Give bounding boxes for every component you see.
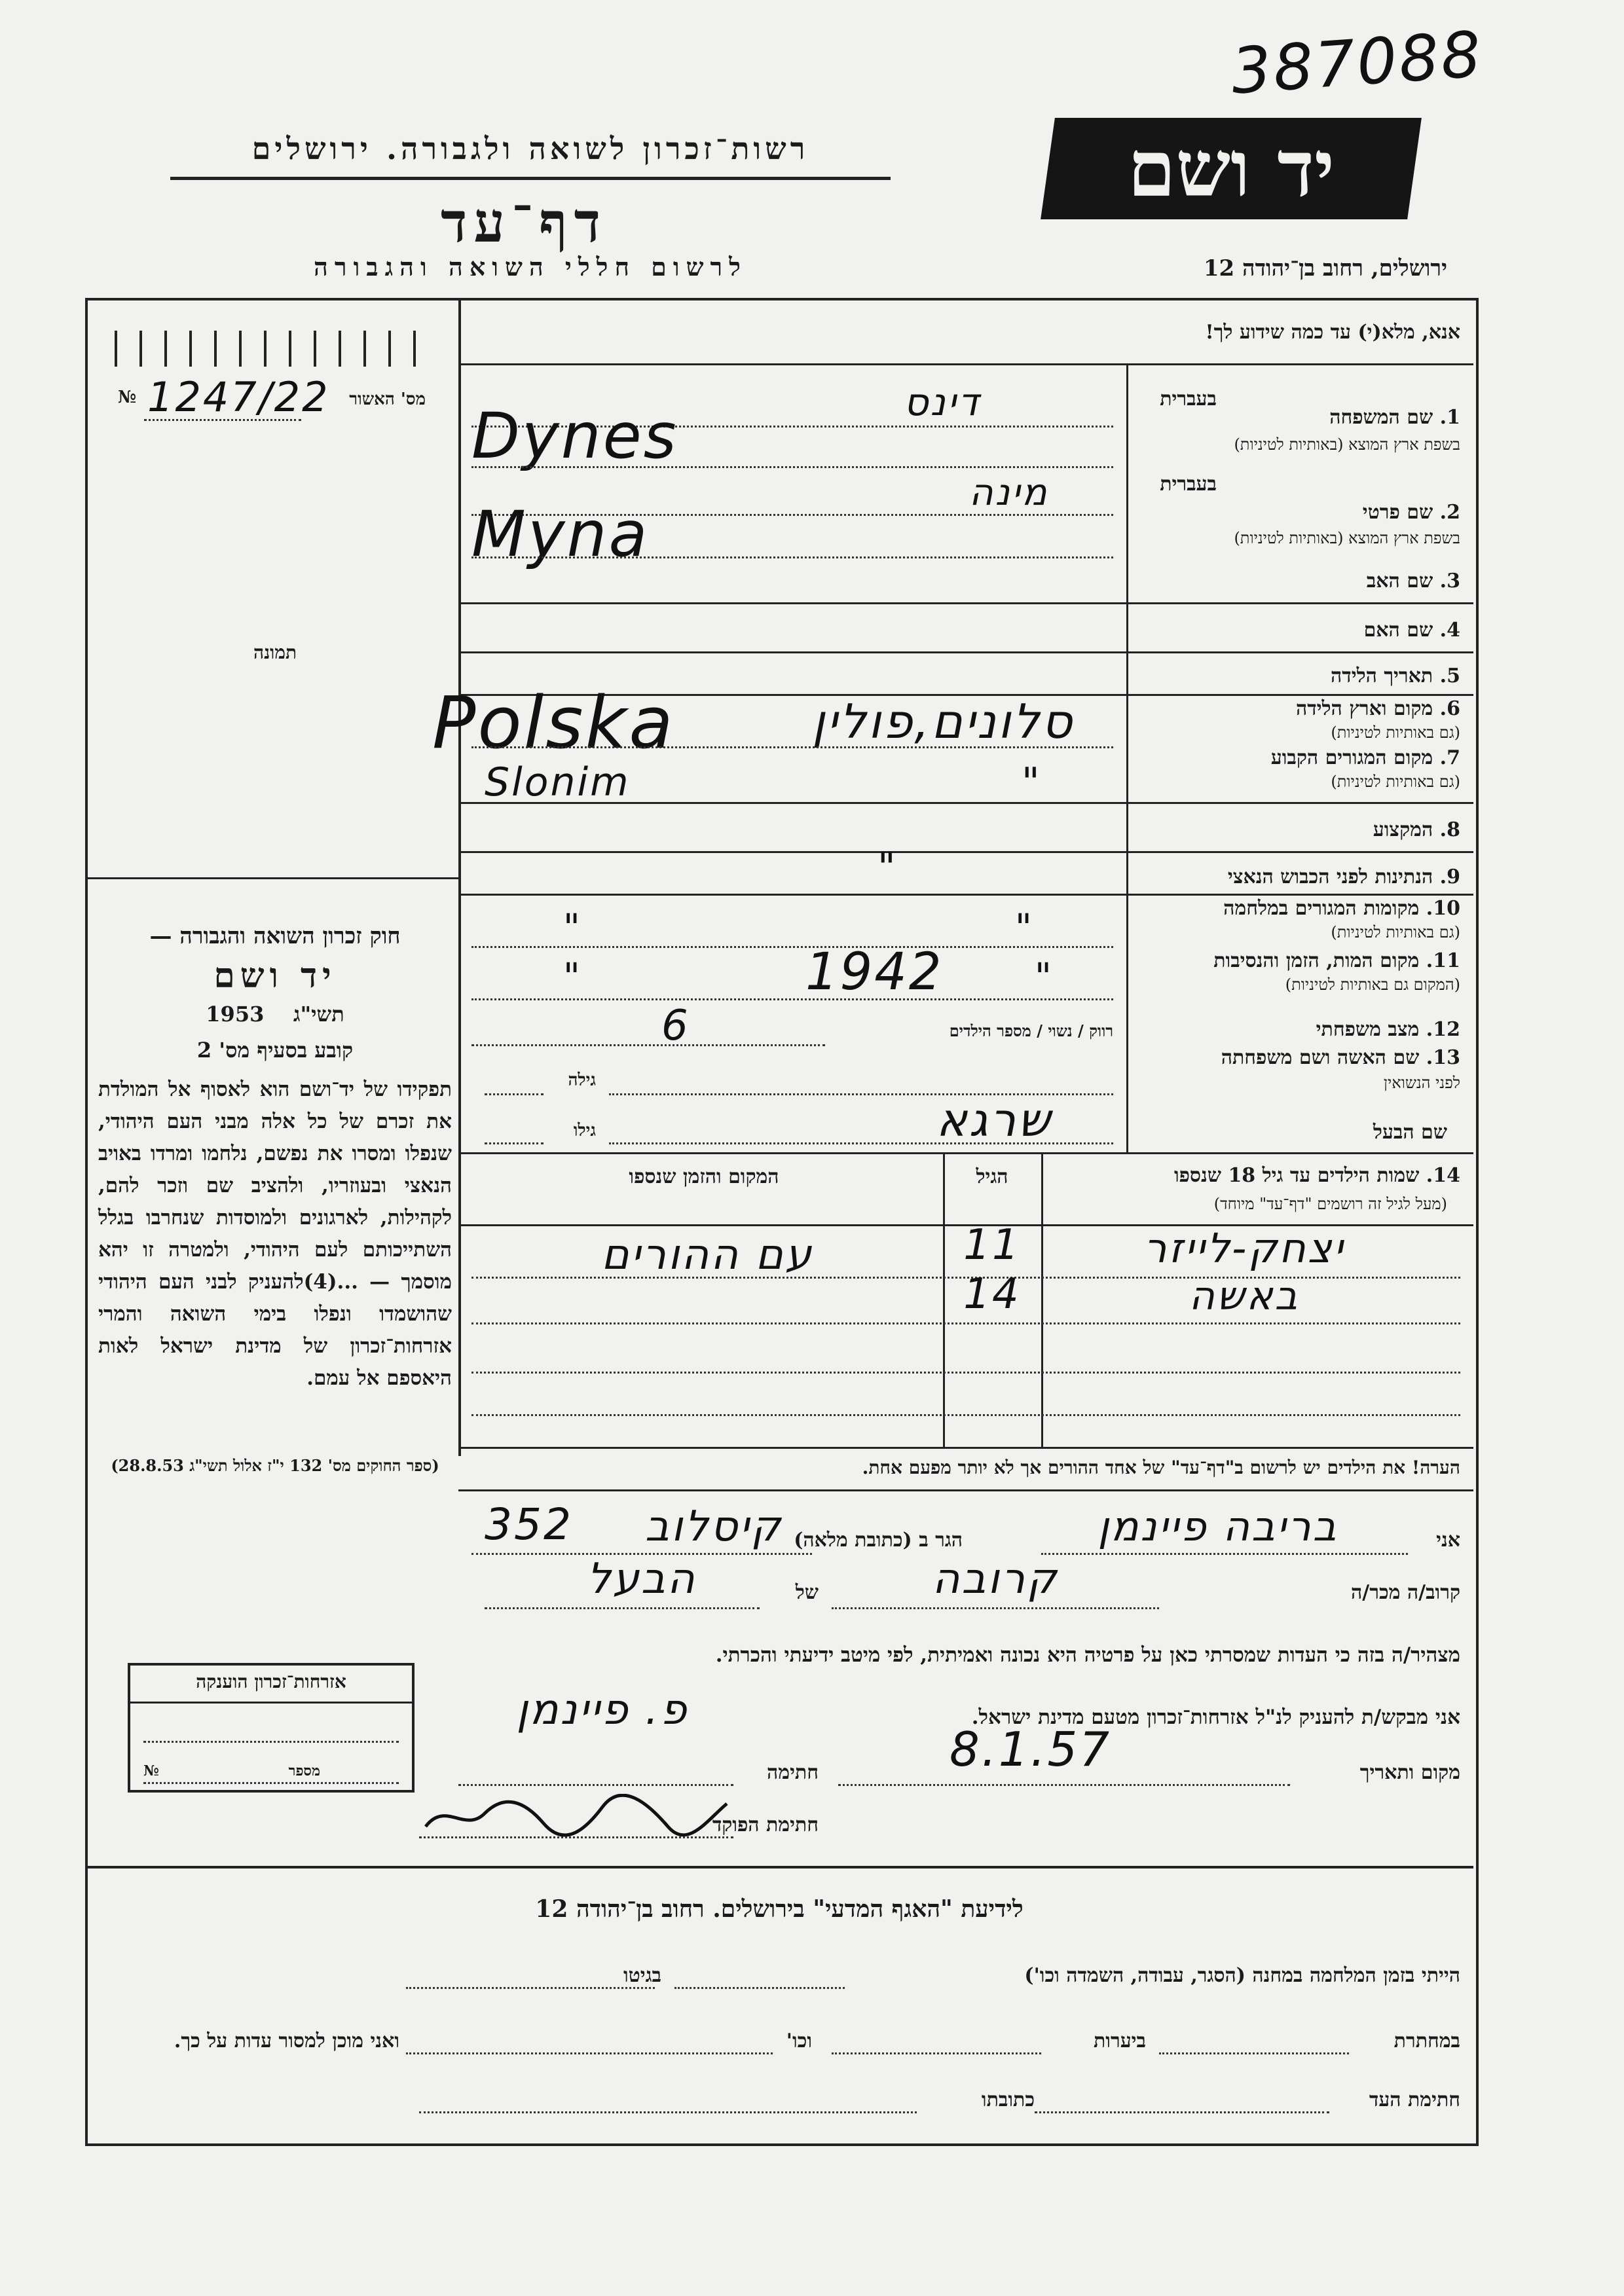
children-col-place-header: המקום והזמן שנספו — [629, 1165, 779, 1188]
field-6-text: מקום וארץ הלידה — [1295, 697, 1433, 720]
children-num: 14. — [1426, 1164, 1460, 1187]
label-column-divider — [1126, 363, 1128, 1152]
logo — [1041, 118, 1422, 219]
field-2-lang: בעברית — [1160, 473, 1217, 496]
form-title: דף־עד — [440, 190, 607, 255]
address-text: קיסלוב — [644, 1503, 783, 1551]
law-year-num: 1953 — [206, 1002, 265, 1027]
husband-age-line — [485, 1142, 544, 1144]
citizenship-box — [128, 1663, 415, 1793]
bottom-line2-b-dots — [832, 2052, 1041, 2054]
children-title-text: שמות הילדים עד גיל 18 שנספו — [1173, 1164, 1420, 1187]
child-row-4-line — [471, 1414, 1460, 1416]
child-1-name: יצחק-לייזר — [1143, 1224, 1345, 1272]
approval-line — [144, 419, 301, 421]
wife-age-label: גילה — [568, 1070, 596, 1090]
citizenship-line-2 — [143, 1782, 399, 1784]
field-11-text: מקום המות, הזמן והנסיבות — [1213, 949, 1420, 972]
surname-hebrew: דינס — [904, 380, 981, 424]
field-1-lang: בעברית — [1160, 388, 1217, 410]
field-2-text: שם פרטי — [1362, 501, 1433, 524]
field-9-line — [458, 894, 1473, 896]
field-8-label — [1373, 818, 1460, 841]
field-11-num: 11. — [1426, 949, 1460, 972]
signature-label: חתימה — [767, 1761, 819, 1784]
law-year-he: תשי"ג — [293, 1002, 344, 1027]
officer-label: חתימת הפוקד — [712, 1813, 819, 1836]
field-7-label — [1271, 746, 1460, 769]
law-title: חוק זכרון השואה והגבורה — — [149, 923, 401, 949]
law-year — [98, 1002, 452, 1027]
law-source: (ספר החוקים מס' 132 י"ז אלול תשי"ג 28.8.53) — [111, 1456, 439, 1475]
field-6-line — [471, 746, 1113, 748]
field-12-label — [1316, 1018, 1460, 1041]
place-date-line — [838, 1784, 1290, 1786]
field-9-num: 9. — [1439, 866, 1460, 888]
children-col-name — [1041, 1152, 1043, 1447]
section-14-top — [458, 1152, 1473, 1154]
field-9-label — [1228, 866, 1460, 888]
field-4-num: 4. — [1439, 619, 1460, 642]
field-13-label — [1221, 1046, 1460, 1069]
field-13-text: שם האשה ושם משפחתה — [1221, 1046, 1420, 1069]
field-1-line-latin — [471, 466, 1113, 468]
death-year: 1942 — [805, 943, 944, 1002]
birthplace-country-latin: Polska — [432, 681, 675, 765]
bottom-line2-a: במחתרת — [1393, 2030, 1460, 2052]
field-7-sub: (גם באותיות לטיניות) — [1331, 773, 1460, 791]
citizenship-mark: № — [143, 1762, 159, 1779]
field-11-sub: (המקום גם באותיות לטיניות) — [1285, 975, 1460, 994]
bottom-line3-b-dots — [419, 2111, 917, 2113]
note-bottom — [458, 1489, 1473, 1491]
field-10-num: 10. — [1426, 897, 1460, 920]
approval-number: 1247/22 — [147, 373, 330, 421]
relation-value: קרובה — [932, 1555, 1059, 1603]
approval-mark: № — [118, 388, 137, 407]
field-1-num: 1. — [1439, 406, 1460, 429]
bottom-line3-a: חתימת העד — [1369, 2088, 1460, 2111]
approval-ticks — [115, 331, 416, 367]
bottom-section-top — [88, 1866, 1473, 1868]
column-divider — [458, 301, 461, 1456]
field-11-line — [471, 998, 1113, 1000]
children-title — [1174, 1164, 1460, 1187]
declaration-prefix: אני — [1436, 1529, 1460, 1552]
wartime-residence-hebrew: " — [1015, 907, 1034, 949]
field-1-text: שם המשפחה — [1329, 406, 1433, 429]
field-4-line — [458, 651, 1473, 653]
field-6-label — [1296, 697, 1460, 720]
authority-title: רשות־זכרון לשואה ולגבורה. ירושלים — [251, 131, 809, 166]
of-label: של — [795, 1581, 819, 1604]
field-2-sub: בשפת ארץ המוצא (באותיות לטיניות) — [1234, 529, 1460, 547]
signature-value: פ. פיינמן — [516, 1686, 689, 1734]
field-6-sub: (גם באותיות לטיניות) — [1331, 723, 1460, 742]
marital-status-options: רווק / נשוי / מספר הילדים — [949, 1021, 1113, 1040]
children-count: 6 — [661, 1002, 690, 1050]
field-5-num: 5. — [1439, 665, 1460, 687]
wartime-residence-latin: " — [563, 907, 582, 949]
archive-number: 387088 — [1228, 17, 1485, 109]
field-10-sub: (גם באותיות לטיניות) — [1331, 923, 1460, 941]
approval-label: מס' האשור — [349, 390, 426, 409]
law-name: יד ושם — [213, 956, 337, 996]
date-value: 8.1.57 — [950, 1722, 1112, 1777]
bottom-line2-c-dots — [406, 2052, 773, 2054]
field-12-num: 12. — [1426, 1018, 1460, 1041]
field-1-sub: בשפת ארץ המוצא (באותיות לטיניות) — [1234, 435, 1460, 454]
bottom-title: לידיעת "האגף המדעי" בירושלים. רחוב בן־יהודה 12 — [535, 1895, 1024, 1923]
photo-bottom — [88, 877, 458, 879]
child-row-3-line — [471, 1372, 1460, 1374]
field-10-text: מקומות המגורים במלחמה — [1223, 897, 1420, 920]
logo-text: יד ושם — [1127, 123, 1335, 214]
surname-latin: Dynes — [471, 399, 678, 473]
husband-name-line — [609, 1142, 1113, 1144]
field-2-num: 2. — [1439, 501, 1460, 524]
officer-signature-scribble — [419, 1794, 733, 1840]
relation-line — [832, 1607, 1159, 1609]
child-2-age: 14 — [963, 1270, 1021, 1319]
death-place-latin: " — [563, 956, 582, 998]
children-note: הערה! את הילדים יש לרשום ב"דף־עד" של אחד ההורים אך לא יותר מפעם אחת. — [862, 1457, 1460, 1478]
child-1-age: 11 — [963, 1221, 1021, 1269]
death-place-hebrew: " — [1035, 956, 1054, 998]
field-9-text: הנתינות לפני הכבוש הנאצי — [1227, 866, 1433, 888]
of-line — [485, 1607, 760, 1609]
officer-signature — [419, 1794, 733, 1840]
law-clause: קובע בסעיף מס' 2 — [196, 1038, 354, 1063]
address-number: 352 — [485, 1499, 573, 1550]
field-5-label — [1331, 665, 1460, 687]
bottom-line1-a-dots — [674, 1987, 845, 1989]
bottom-line3-a-dots — [1035, 2111, 1329, 2113]
resides-label: הגר ב (כתובת מלאה) — [794, 1529, 963, 1552]
given-name-hebrew: מינה — [969, 471, 1049, 514]
field-4-label — [1364, 619, 1460, 642]
residence-hebrew: " — [1022, 759, 1042, 805]
field-11-label — [1213, 949, 1460, 972]
husband-name: שרגא — [936, 1093, 1052, 1147]
photo-label: תמונה — [253, 642, 297, 663]
place-date-label: מקום ותאריך — [1359, 1761, 1460, 1784]
field-13-sub: לפני הנשואין — [1383, 1074, 1460, 1092]
husband-age-label: גילו — [573, 1121, 596, 1140]
intro-line — [458, 363, 1473, 365]
field-8-text: המקצוע — [1373, 818, 1433, 841]
wife-age-line — [485, 1093, 544, 1095]
citizenship-number-label: מספר — [288, 1762, 320, 1779]
intro-note: אנא, מלא(י) עד כמה שידוע לך! — [1205, 321, 1460, 344]
field-2-label — [1363, 501, 1460, 524]
child-2-name: באשה — [1189, 1273, 1300, 1319]
form-subtitle: לרשום חללי השואה והגבורה — [314, 252, 747, 282]
bottom-line3-b: כתובתו — [981, 2088, 1035, 2111]
header-divider — [170, 177, 891, 180]
relation-label: קרוב/ה מכר/ה — [1351, 1581, 1460, 1604]
field-7-text: מקום המגורים הקבוע — [1270, 746, 1433, 769]
of-value: הבעל — [587, 1555, 697, 1603]
field-8-num: 8. — [1439, 818, 1460, 841]
field-6-num: 6. — [1439, 697, 1460, 720]
field-3-text: שם האב — [1366, 570, 1433, 592]
field-10-line — [471, 946, 1113, 948]
field-3-num: 3. — [1439, 570, 1460, 592]
birthplace-hebrew: סלונים,פולין — [812, 694, 1075, 749]
field-13-num: 13. — [1426, 1046, 1460, 1069]
children-bottom — [458, 1447, 1473, 1449]
citizenship-title: אזרחות־זכרון הוענקה — [196, 1671, 346, 1692]
citizenship-request: אני מבקש/ת להעניק לנ"ל אזרחות־זכרון מטעם מדינת ישראל. — [971, 1705, 1460, 1729]
declarant-name: בריבה פיינמן — [1098, 1503, 1338, 1550]
field-5-text: תאריך הלידה — [1331, 665, 1433, 687]
child-row-2-line — [471, 1322, 1460, 1324]
bottom-line2-c: וכו' — [786, 2030, 812, 2052]
address: ירושלים, רחוב בן־יהודה 12 — [1203, 255, 1447, 282]
field-7-line — [458, 802, 1473, 804]
bottom-line1-b: בגיטו — [623, 1964, 661, 1987]
citizenship-line-1 — [143, 1741, 399, 1743]
bottom-line2-b: ביערות — [1093, 2030, 1146, 2052]
field-1-label — [1329, 406, 1460, 429]
field-3-line — [458, 602, 1473, 604]
residence-latin: Slonim — [485, 759, 631, 805]
field-8-line — [458, 851, 1473, 853]
children-sub: (מעל לגיל זה רושמים "דף־עד" מיוחד) — [1213, 1195, 1447, 1213]
children-col-age-header: הגיל — [976, 1165, 1008, 1188]
field-3-label — [1367, 570, 1460, 592]
husband-label: שם הבעל — [1373, 1121, 1447, 1144]
nationality-value: " — [877, 845, 898, 890]
citizenship-divider — [130, 1702, 412, 1704]
child-1-place: עם ההורים — [601, 1231, 813, 1279]
field-7-num: 7. — [1439, 746, 1460, 769]
field-12-line — [471, 1044, 825, 1046]
signature-line — [458, 1784, 733, 1786]
children-col-age — [943, 1152, 945, 1447]
field-2-line-latin — [471, 556, 1113, 558]
bottom-line2-a-dots — [1159, 2052, 1349, 2054]
bottom-line1-a: הייתי בזמן המלחמה במחנה (הסגר, עבודה, השמדה וכו') — [1024, 1964, 1460, 1987]
field-12-text: מצב משפחתי — [1316, 1018, 1420, 1041]
field-10-label — [1223, 897, 1460, 920]
declaration-statement: מצהיר/ה בזה כי העדות שמסרתי כאן על פרטיה היא נכונה ואמיתית, לפי מיטב ידיעתי והכרתי. — [715, 1643, 1460, 1667]
bottom-line2-d: ואני מוכן למסור עדות על כך. — [174, 2030, 399, 2052]
field-4-text: שם האם — [1363, 619, 1433, 642]
given-name-latin: Myna — [471, 498, 650, 571]
law-text: תפקידו של יד־ושם הוא לאסוף אל המולדת את זכרם של כל אלה מבני העם היהודי, שנפלו ומסרו את נפשם, נלחמו ומרדו באויב הנאצי ובעוזריו, ולהציב שם וזכר להם, לקהילות, לארגונים ולמוסדות שנחרבו בגלל השתייכותם לעם היהודי, ולמטרה זו יהא מוסמך — ...(4)להעניק לבני העם היהודי שהושמדו ונפלו בימי השואה והמרי אזרחות־זכרון של מדינת ישראל לאות היאספם אל עמם. — [98, 1078, 452, 1390]
bottom-line1-b-dots — [406, 1987, 655, 1989]
